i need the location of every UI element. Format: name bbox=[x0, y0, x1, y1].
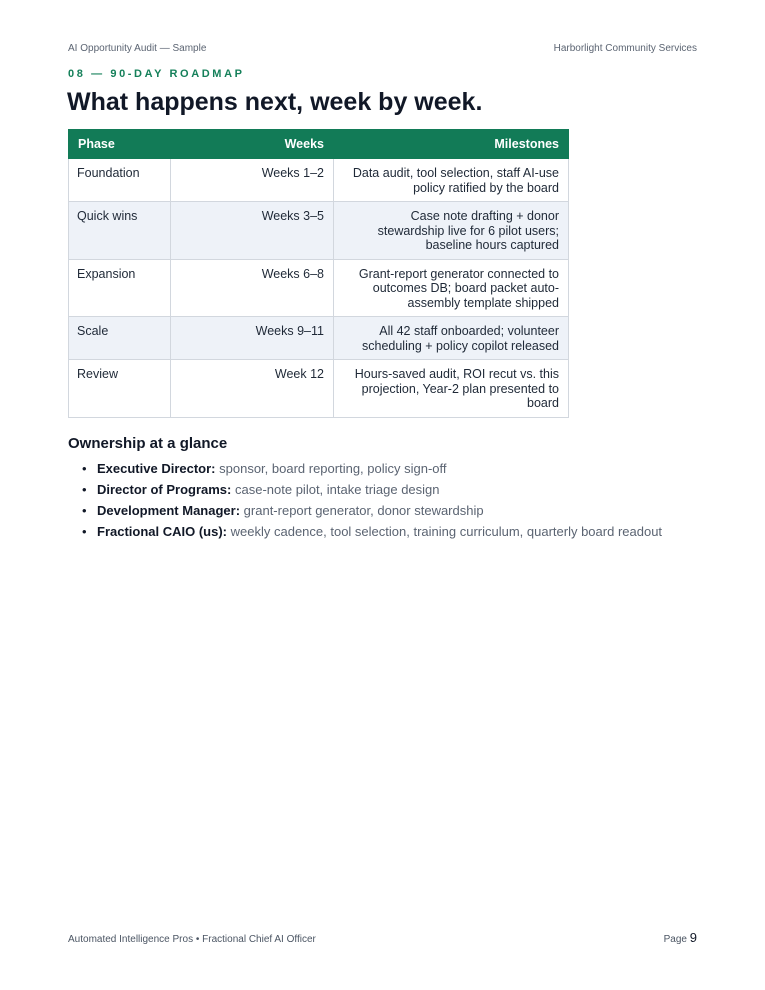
header-weeks: Weeks bbox=[171, 130, 334, 159]
weeks-cell: Weeks 6–8 bbox=[171, 259, 334, 317]
milestones-cell: All 42 staff onboarded; volunteer scheduling + policy copilot released bbox=[334, 317, 569, 360]
client-name: Harborlight Community Services bbox=[553, 43, 697, 54]
ownership-heading: Ownership at a glance bbox=[68, 435, 228, 452]
owner-role: Executive Director: bbox=[97, 461, 216, 476]
phase-cell: Scale bbox=[69, 317, 171, 360]
weeks-cell: Weeks 1–2 bbox=[171, 159, 334, 202]
list-item bbox=[68, 521, 728, 542]
milestones-cell: Case note drafting + donor stewardship live for 6 pilot users; baseline hours captured bbox=[334, 202, 569, 260]
page-footer bbox=[68, 930, 697, 945]
owner-role: Development Manager: bbox=[97, 503, 241, 518]
weeks-cell: Weeks 9–11 bbox=[171, 317, 334, 360]
phase-cell: Foundation bbox=[69, 159, 171, 202]
page-label: Page bbox=[663, 934, 687, 945]
footer-brand: Automated Intelligence Pros • Fractional Chief AI Officer bbox=[68, 934, 316, 945]
phase-cell: Quick wins bbox=[69, 202, 171, 260]
weeks-cell: Weeks 3–5 bbox=[171, 202, 334, 260]
owner-responsibilities: case-note pilot, intake triage design bbox=[235, 482, 440, 497]
roadmap-table bbox=[68, 129, 569, 418]
section-label: 08 — 90-DAY ROADMAP bbox=[68, 68, 245, 80]
owner-role: Fractional CAIO (us): bbox=[97, 524, 228, 539]
milestones-cell: Hours-saved audit, ROI recut vs. this projection, Year-2 plan presented to board bbox=[334, 360, 569, 418]
page-number: 9 bbox=[689, 930, 697, 945]
ownership-section bbox=[68, 435, 728, 542]
page-title: What happens next, week by week. bbox=[67, 88, 483, 116]
owner-responsibilities: weekly cadence, tool selection, training curriculum, quarterly board readout bbox=[230, 524, 663, 539]
table-row bbox=[69, 202, 569, 260]
owner-responsibilities: sponsor, board reporting, policy sign-off bbox=[219, 461, 447, 476]
table-row bbox=[69, 259, 569, 317]
list-item bbox=[68, 458, 728, 479]
table-row bbox=[69, 360, 569, 418]
milestones-cell: Grant-report generator connected to outcomes DB; board packet auto-assembly template shipped bbox=[334, 259, 569, 317]
owner-role: Director of Programs: bbox=[97, 482, 232, 497]
header-milestones: Milestones bbox=[334, 130, 569, 159]
phase-cell: Review bbox=[69, 360, 171, 418]
page-indicator bbox=[664, 930, 697, 945]
owner-responsibilities: grant-report generator, donor stewardship bbox=[243, 503, 484, 518]
weeks-cell: Week 12 bbox=[171, 360, 334, 418]
milestones-cell: Data audit, tool selection, staff AI-use policy ratified by the board bbox=[334, 159, 569, 202]
table-header-row bbox=[69, 130, 569, 159]
table-row bbox=[69, 159, 569, 202]
phase-cell: Expansion bbox=[69, 259, 171, 317]
header-phase: Phase bbox=[69, 130, 171, 159]
ownership-list bbox=[68, 458, 728, 542]
table-row bbox=[69, 317, 569, 360]
page-header bbox=[68, 43, 697, 54]
list-item bbox=[68, 500, 728, 521]
document-title: AI Opportunity Audit — Sample bbox=[68, 43, 207, 54]
list-item bbox=[68, 479, 728, 500]
